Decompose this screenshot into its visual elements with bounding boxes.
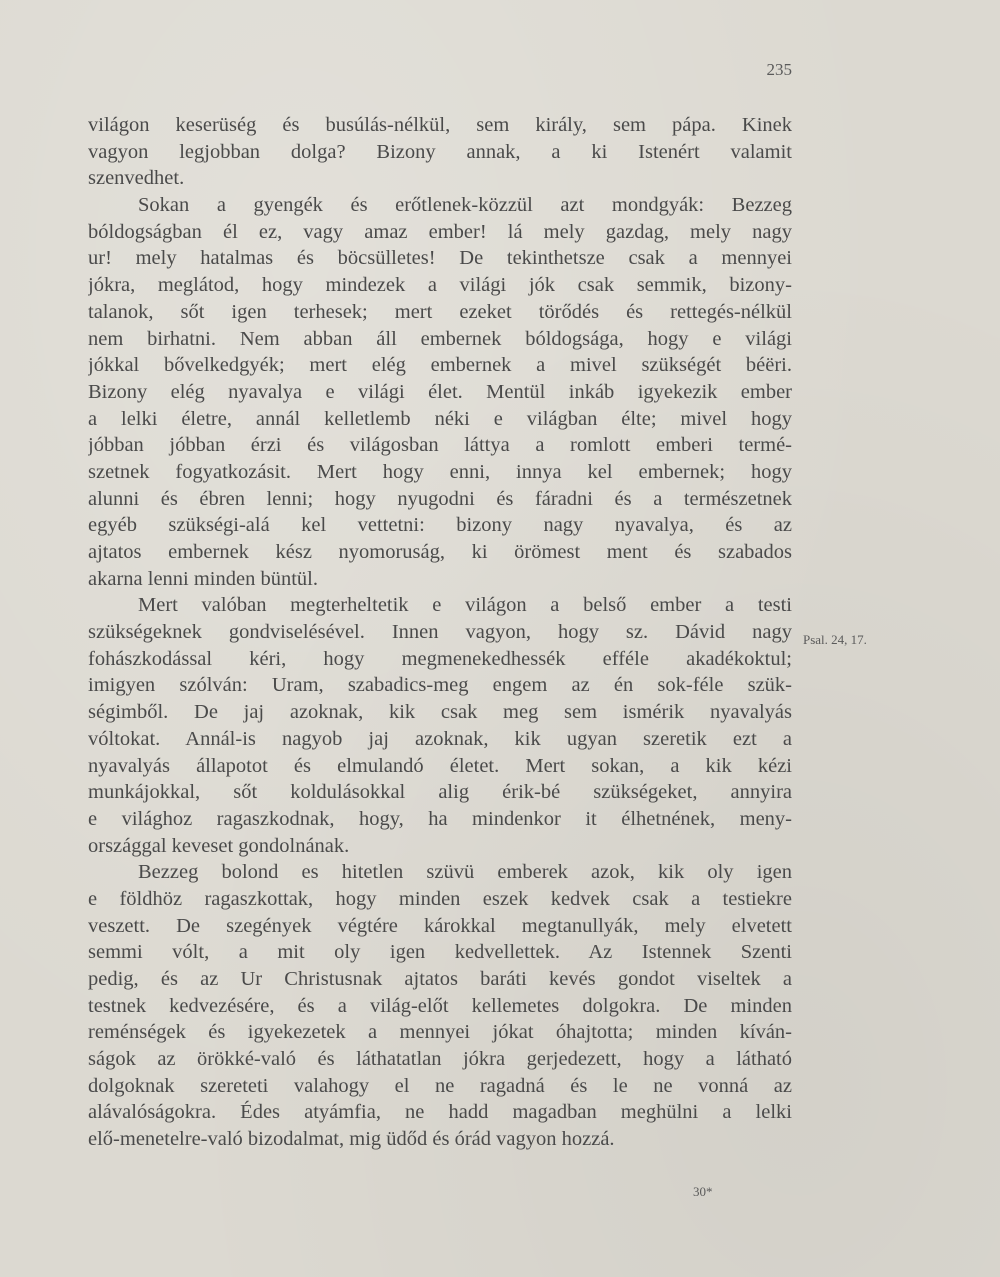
- text-line: Bezzeg bolond es hitetlen szüvü emberek azok, kik oly igen: [138, 861, 792, 884]
- text-line: testnek kedvezésére, és a világ-előt kellemetes dolgokra. De minden: [88, 994, 792, 1017]
- signature-mark: 30*: [693, 1184, 713, 1199]
- text-line: jókra, meglátod, hogy mindezek a világi jók csak semmik, bizony-: [88, 274, 792, 297]
- page-number: 235: [766, 60, 792, 79]
- text-line: Mert valóban megterheltetik e világon a belső ember a testi: [138, 594, 792, 617]
- text-line: e világhoz ragaszkodnak, hogy, ha mindenkor it élhetnének, meny-: [88, 807, 792, 830]
- text-line: jókkal bővelkedgyék; mert elég embernek a mivel szükségét béëri.: [88, 354, 792, 377]
- text-line: veszett. De szegények végtére károkkal megtanullyák, mely elvetett: [88, 914, 792, 937]
- text-line: alávalóságokra. Édes atyámfia, ne hadd magadban meghülni a lelki: [88, 1101, 792, 1124]
- text-line: e földhöz ragaszkottak, hogy minden eszek kedvek csak a testiekre: [88, 887, 792, 910]
- text-line: ségimből. De jaj azoknak, kik csak meg sem ismérik nyavalyás: [88, 701, 792, 724]
- text-line: dolgoknak szereteti valahogy el ne ragadná és le ne vonná az: [88, 1074, 792, 1097]
- text-line: akarna lenni minden büntül.: [88, 567, 318, 590]
- text-line: nyavalyás állapotot és elmulandó életet. Mert sokan, a kik kézi: [88, 754, 792, 777]
- body-text: [88, 112, 792, 1153]
- text-line: pedig, és az Ur Christusnak ajtatos baráti kevés gondot viseltek a: [88, 968, 792, 990]
- text-line: szenvedhet.: [88, 167, 185, 190]
- text-line: bóldogságban él ez, vagy amaz ember! lá mely gazdag, mely nagy: [88, 220, 792, 243]
- text-line: szetnek fogyatkozásit. Mert hogy enni, innya kel embernek; hogy: [88, 460, 792, 483]
- text-line: egyéb szükségi-alá kel vettetni: bizony nagy nyavalya, és az: [88, 514, 792, 537]
- text-line: a lelki életre, annál kelletlemb néki e világban élte; mivel hogy: [88, 407, 792, 430]
- text-line: semmi vólt, a mit oly igen kedvellettek. Az Istennek Szenti: [88, 941, 792, 964]
- text-line: Bizony elég nyavalya e világi élet. Mentül inkáb igyekezik ember: [88, 380, 792, 403]
- text-line: Sokan a gyengék és erőtlenek-közzül azt mondgyák: Bezzeg: [138, 194, 792, 217]
- margin-reference: Psal. 24, 17.: [803, 632, 867, 647]
- text-line: ur! mely hatalmas és böcsülletes! De tekinthetsze csak a mennyei: [88, 247, 792, 270]
- text-line: imigyen szólván: Uram, szabadics-meg engem az én sok-féle szük-: [88, 674, 792, 697]
- text-line: reménségek és igyekezetek a mennyei jókat óhajtotta; minden kíván-: [88, 1021, 792, 1044]
- text-line: szükségeknek gondviselésével. Innen vagyon, hogy sz. Dávid nagy: [88, 621, 792, 644]
- text-line: világon keserüség és busúlás-nélkül, sem király, sem pápa. Kinek: [88, 114, 792, 136]
- text-line: talanok, sőt igen terhesek; mert ezeket törődés és rettegés-nélkül: [88, 300, 792, 323]
- text-line: vagyon legjobban dolga? Bizony annak, a ki Istenért valamit: [88, 140, 792, 163]
- text-line: elő-menetelre-való bizodalmat, mig üdőd és órád vagyon hozzá.: [88, 1128, 615, 1151]
- text-line: alunni és ébren lenni; hogy nyugodni és fáradni és a természetnek: [88, 487, 792, 510]
- text-line: munkájokkal, sőt koldulásokkal alig érik-bé szükségeket, annyira: [88, 781, 792, 804]
- text-line: jóbban jóbban érzi és világosban láttya a romlott emberi termé-: [88, 434, 792, 457]
- text-line: vóltokat. Annál-is nagyob jaj azoknak, kik ugyan szeretik ezt a: [88, 727, 792, 750]
- text-line: nem birhatni. Nem abban áll embernek bóldogsága, hogy e világi: [88, 327, 792, 350]
- text-line: fohászkodással kéri, hogy megmenekedhessék efféle akadékoktul;: [88, 647, 792, 670]
- text-line: országgal keveset gondolnának.: [88, 834, 350, 857]
- text-line: ságok az örökké-való és láthatatlan jókra gerjedezett, hogy a látható: [88, 1048, 792, 1071]
- text-line: ajtatos embernek kész nyomoruság, ki örömest ment és szabados: [88, 541, 792, 563]
